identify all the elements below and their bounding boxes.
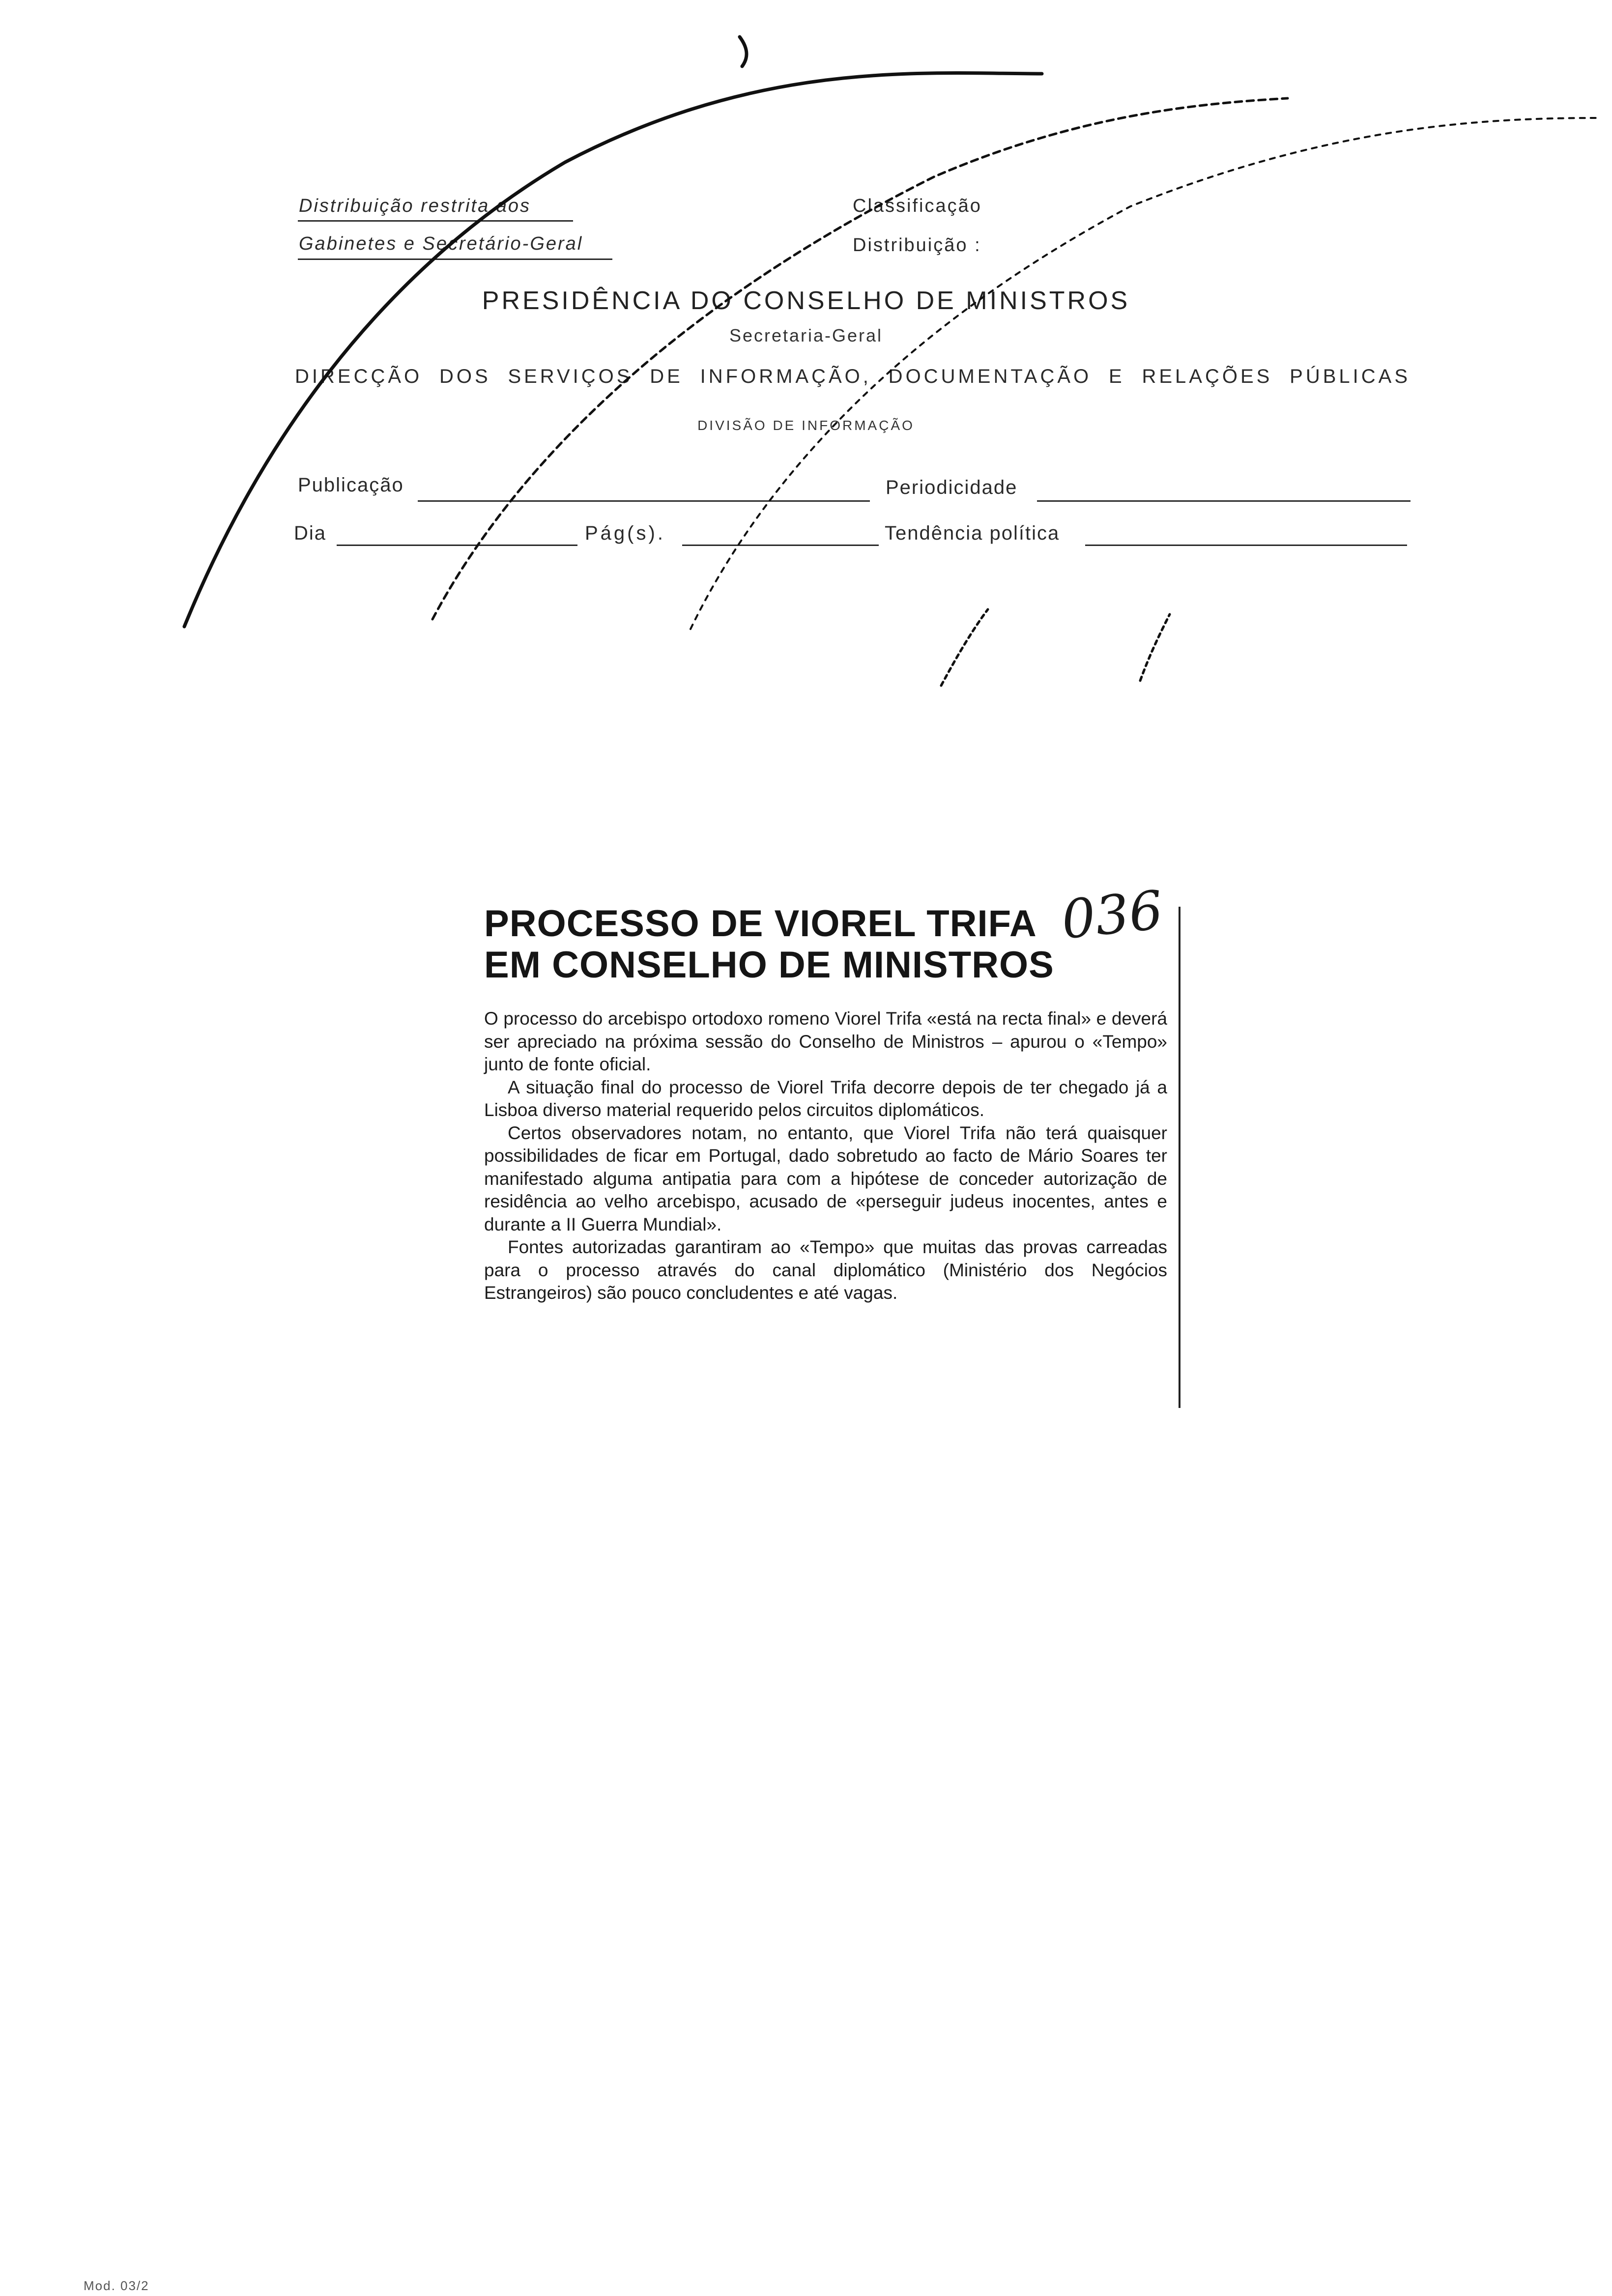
article-paragraph: A situação final do processo de Viorel Trifa decorre depois de ter chegado já a Lisboa diverso material requerido pelos circuitos diplomáticos. xyxy=(484,1077,1167,1120)
pen-stroke-small-1 xyxy=(941,609,988,686)
pen-tick-top xyxy=(740,37,747,66)
article-paragraph: Fontes autorizadas garantiram ao «Tempo» que muitas das provas carreadas para o processo através do canal diplomático (Ministério dos Negócios Estrangeiros) são pouco concludentes e até vagas. xyxy=(484,1237,1167,1303)
handwritten-page-number: 036 xyxy=(1059,879,1166,951)
headline-line-2: EM CONSELHO DE MINISTROS xyxy=(484,944,1054,986)
pen-stroke-small-2 xyxy=(1140,614,1170,681)
pages-field-label: Pág(s). xyxy=(585,522,665,544)
secretariat-label: Secretaria-Geral xyxy=(729,325,883,345)
directorate-label: DIRECÇÃO DOS SERVIÇOS DE INFORMAÇÃO, DOCUMENTAÇÃO E RELAÇÕES PÚBLICAS xyxy=(295,366,1410,387)
article-paragraph: Certos observadores notam, no entanto, que Viorel Trifa não terá quaisquer possibilidades de ficar em Portugal, dado sobretudo ao facto de Mário Soares ter manifestado alguma antipatia para com a hipótese de conceder autorização de residência ao velho arcebispo, acusado de «perseguir judeus inocentes, antes e durante a II Guerra Mundial». xyxy=(484,1122,1167,1234)
presidency-title: PRESIDÊNCIA DO CONSELHO DE MINISTROS xyxy=(482,287,1130,315)
pen-stroke-mid xyxy=(432,98,1288,619)
form-code: Mod. 03/2 xyxy=(84,2278,149,2293)
periodicity-field-label: Periodicidade xyxy=(886,477,1018,498)
political-tendency-field-label: Tendência política xyxy=(885,522,1060,544)
distribution-restriction-line1: Distribuição restrita aos xyxy=(299,196,531,216)
classification-label: Classificação xyxy=(853,196,982,216)
day-field-label: Dia xyxy=(294,522,327,544)
headline-line-1: PROCESSO DE VIOREL TRIFA xyxy=(484,903,1037,945)
publication-field-label: Publicação xyxy=(298,474,404,496)
article-paragraph: O processo do arcebispo ortodoxo romeno Viorel Trifa «está na recta final» e deverá ser apreciado na próxima sessão do Conselho de Ministros – apurou o «Tempo» junto de fonte oficial. xyxy=(484,1008,1167,1074)
column-rule xyxy=(1179,907,1180,1408)
pen-strokes-overlay xyxy=(0,0,1612,713)
distribution-label: Distribuição : xyxy=(853,235,981,256)
article-body xyxy=(484,1007,1167,1305)
pen-stroke-long xyxy=(184,73,1042,627)
distribution-restriction-line2: Gabinetes e Secretário-Geral xyxy=(299,233,583,254)
pen-stroke-right xyxy=(691,118,1597,629)
division-label: DIVISÃO DE INFORMAÇÃO xyxy=(697,418,915,433)
